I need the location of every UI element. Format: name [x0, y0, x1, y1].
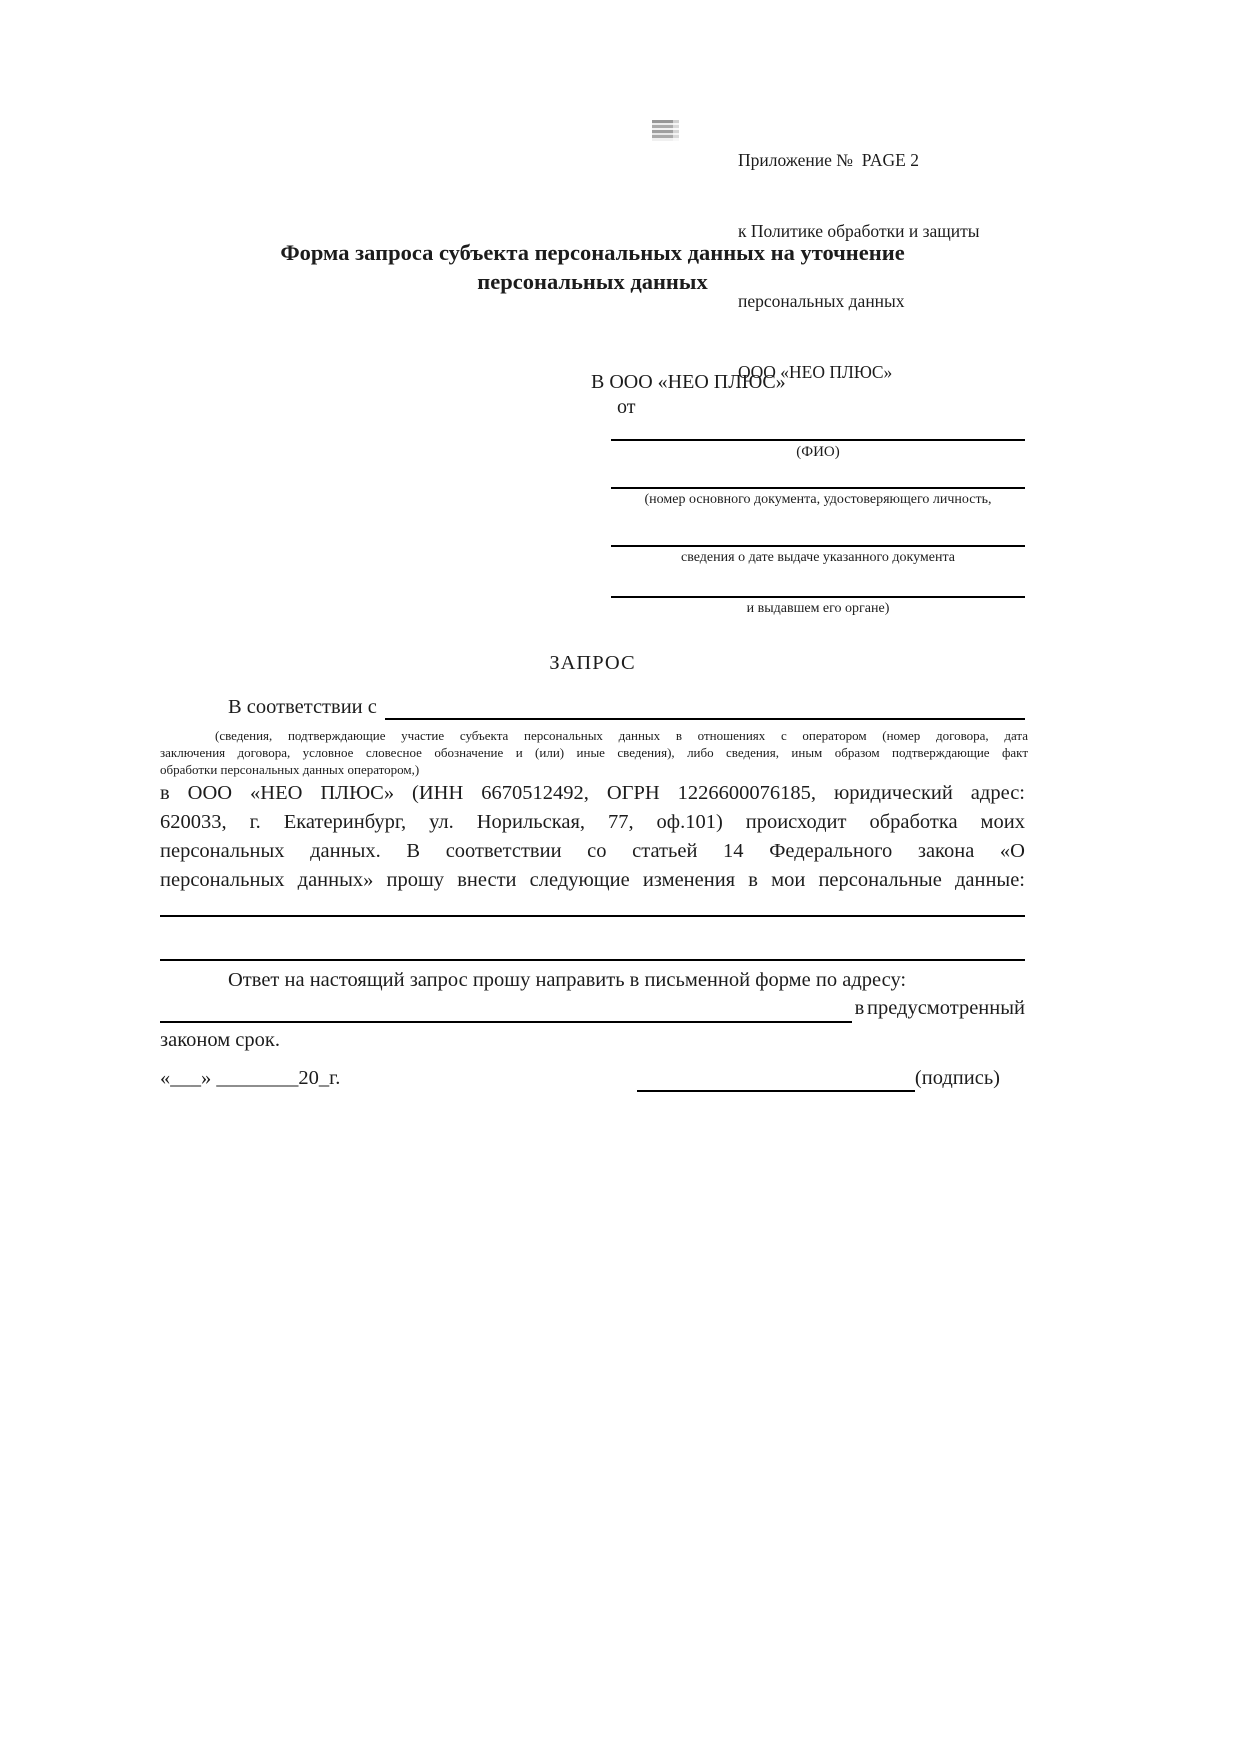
fio-field [611, 419, 1025, 461]
request-body-line: 620033, г. Екатеринбург, ул. Норильская, 77, оф.101) происходит обработка моих [160, 811, 1025, 833]
changes-blank-field-1[interactable] [160, 889, 1025, 917]
basis-blank-field[interactable] [385, 694, 1025, 720]
basis-footnote [160, 728, 1028, 778]
issuing-authority-blank-field[interactable] [611, 567, 1025, 598]
addressee-to: В ООО «НЕО ПЛЮС» [591, 371, 786, 393]
reply-suffix-word-1: в [854, 997, 865, 1019]
appendix-header-line: персональных данных [738, 291, 905, 311]
request-body-line: персональных данных. В соответствии со статьей 14 Федерального закона «О [160, 840, 1025, 862]
fio-caption: (ФИО) [796, 444, 840, 460]
form-title [160, 238, 1025, 296]
reply-tail: законом срок. [160, 1029, 280, 1051]
date-blank-text[interactable]: «___» ________20_г. [160, 1067, 341, 1089]
basis-prefix: В соответствии с [228, 696, 377, 718]
request-body-line: персональных данных» прошу внести следующие изменения в мои персональные данные: [160, 869, 1025, 891]
signature-blank-field[interactable] [637, 1066, 915, 1092]
issuing-authority-field [611, 567, 1025, 618]
issuing-authority-caption: и выдавшем его органе) [746, 601, 890, 616]
basis-footnote-line: (сведения, подтверждающие участие субъекта персональных данных в отношениях с оператором (номер договора, дата [215, 728, 1028, 743]
request-body-line: в ООО «НЕО ПЛЮС» (ИНН 6670512492, ОГРН 1226600076185, юридический адрес: [160, 782, 1025, 804]
changes-blank-area [160, 889, 1025, 961]
basis-line [160, 694, 1025, 721]
appendix-header-line: к Политике обработки и защиты [738, 220, 980, 241]
addressee-block [591, 371, 1025, 618]
changes-blank-field-2[interactable] [160, 917, 1025, 961]
reply-paragraph [160, 966, 1025, 1055]
reply-sentence: Ответ на настоящий запрос прошу направить в письменной форме по адресу: [228, 969, 907, 991]
reply-address-row [160, 995, 1025, 1023]
request-heading: ЗАПРОС [549, 652, 636, 674]
basis-footnote-line: обработки персональных данных оператором,) [160, 761, 420, 777]
form-title-line-2: персональных данных [477, 269, 708, 294]
issue-date-caption: сведения о дате выдаче указанного документа [681, 550, 955, 565]
address-blank-field[interactable] [160, 995, 852, 1023]
signature-area [637, 1064, 1000, 1092]
signature-row [160, 1064, 1025, 1092]
document-number-caption: (номер основного документа, удостоверяющего личность, [644, 492, 992, 507]
reply-suffix-word-2: предусмотренный [866, 997, 1025, 1019]
issue-date-blank-field[interactable] [611, 509, 1025, 547]
document-number-field [611, 461, 1025, 509]
appendix-header-line: Приложение № PAGE 2 [738, 150, 919, 170]
fio-blank-field[interactable] [611, 419, 1025, 441]
basis-footnote-line: заключения договора, условное словесное обозначение и (или) иные сведения), либо сведения, иным образом подтверждающие факт [160, 744, 1028, 760]
request-body [160, 779, 1025, 895]
signature-caption: (подпись) [914, 1067, 1000, 1089]
appendix-header-line: ООО «НЕО ПЛЮС» [738, 361, 893, 382]
from-label: от [617, 396, 636, 418]
document-number-blank-field[interactable] [611, 461, 1025, 489]
pixelated-text-thumbnail-icon [652, 120, 679, 141]
issue-date-field [611, 509, 1025, 567]
form-title-line-1: Форма запроса субъекта персональных данных на уточнение [280, 240, 905, 265]
